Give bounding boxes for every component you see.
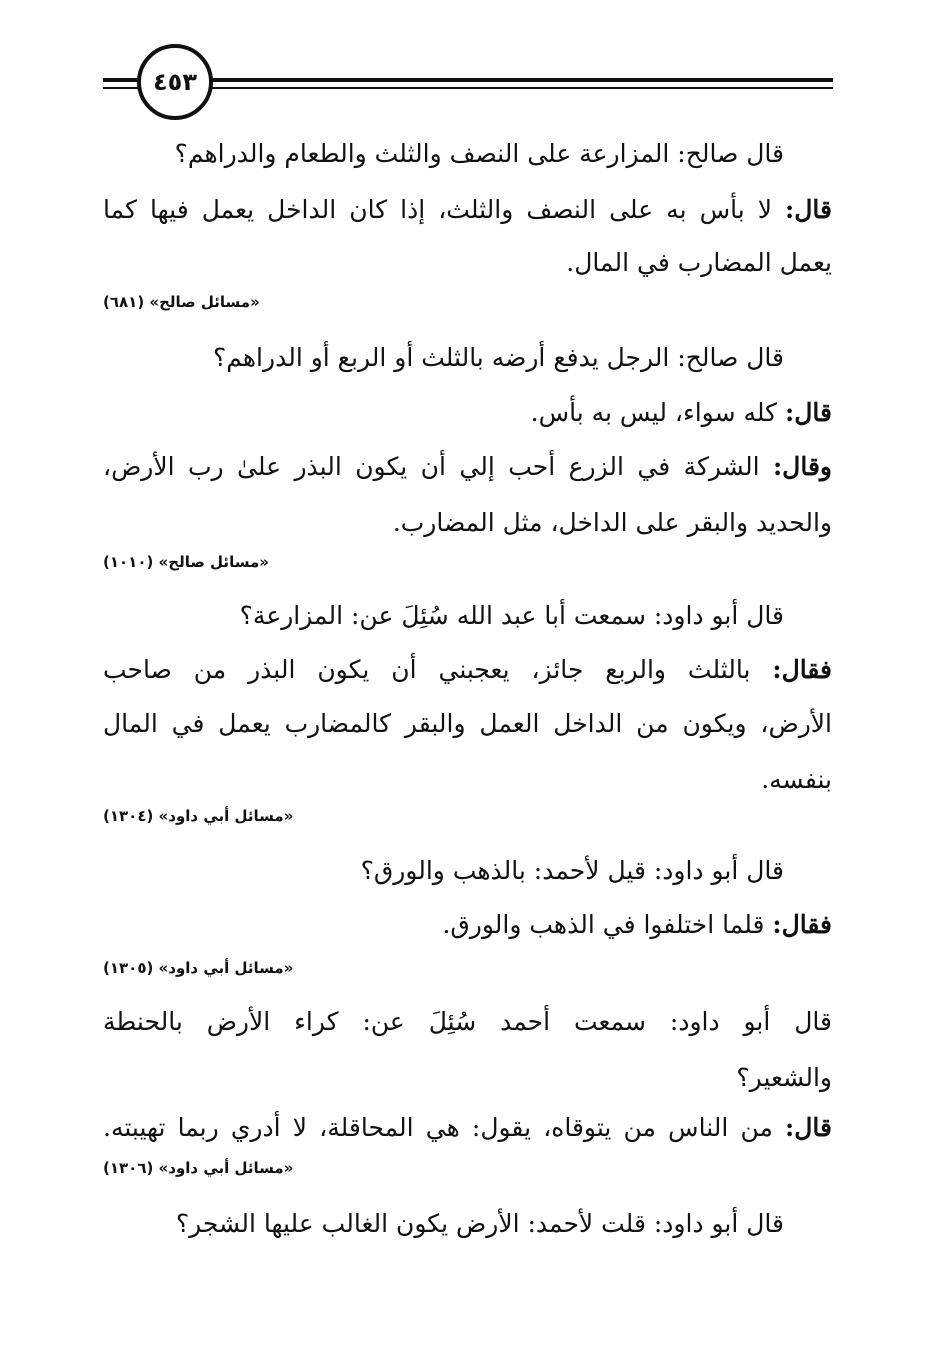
text-line: الأرض، ويكون من الداخل العمل والبقر كالمضارب يعمل في المال — [103, 709, 832, 738]
text-line: والشعير؟ — [736, 1063, 832, 1092]
source-citation: «مسائل أبي داود» (١٣٠٥) — [103, 959, 294, 977]
source-citation: «مسائل صالح» (١٠١٠) — [103, 553, 269, 571]
text-line: قال صالح: المزارعة على النصف والثلث والطعام والدراهم؟ — [174, 139, 784, 168]
speaker-label: فقال: — [772, 655, 832, 684]
text-line: قال أبو داود: قيل لأحمد: بالذهب والورق؟ — [360, 856, 784, 885]
text-line: والحديد والبقر على الداخل، مثل المضارب. — [392, 508, 832, 537]
text-line: قال أبو داود: سمعت أبا عبد الله سُئِلَ عن: المزارعة؟ — [239, 601, 784, 630]
speaker-label: قال: — [785, 398, 832, 427]
page-number: ٤٥٣ — [153, 68, 197, 96]
speaker-label: قال: — [785, 1113, 832, 1142]
text-line: قال أبو داود: قلت لأحمد: الأرض يكون الغالب عليها الشجر؟ — [175, 1209, 784, 1238]
text-line: فقال: بالثلث والربع جائز، يعجبني أن يكون البذر من صاحب — [103, 655, 832, 684]
speaker-label: فقال: — [772, 910, 832, 939]
text-line: قال أبو داود: سمعت أحمد سُئِلَ عن: كراء الأرض بالحنطة — [103, 1007, 832, 1036]
header-rule-thin — [205, 87, 833, 89]
text-line: قال صالح: الرجل يدفع أرضه بالثلث أو الربع أو الدراهم؟ — [212, 343, 784, 372]
text-line: فقال: قلما اختلفوا في الذهب والورق. — [442, 910, 832, 939]
source-citation: «مسائل أبي داود» (١٣٠٤) — [103, 807, 294, 825]
text-line: وقال: الشركة في الزرع أحب إلي أن يكون البذر علىٰ رب الأرض، — [103, 452, 832, 481]
text-line: قال: من الناس من يتوقاه، يقول: هي المحاقلة، لا أدري ربما تهيبته. — [103, 1113, 832, 1142]
speaker-label: قال: — [785, 195, 832, 224]
text-line: قال: لا بأس به على النصف والثلث، إذا كان الداخل يعمل فيها كما — [103, 195, 832, 224]
text-line: قال: كله سواء، ليس به بأس. — [530, 398, 832, 427]
source-citation: «مسائل صالح» (٦٨١) — [103, 293, 260, 311]
source-citation: «مسائل أبي داود» (١٣٠٦) — [103, 1159, 294, 1177]
text-line: بنفسه. — [761, 765, 832, 794]
header-rule — [205, 78, 833, 82]
speaker-label: وقال: — [772, 452, 832, 481]
page-number-badge — [137, 44, 213, 120]
text-line: يعمل المضارب في المال. — [566, 248, 832, 277]
